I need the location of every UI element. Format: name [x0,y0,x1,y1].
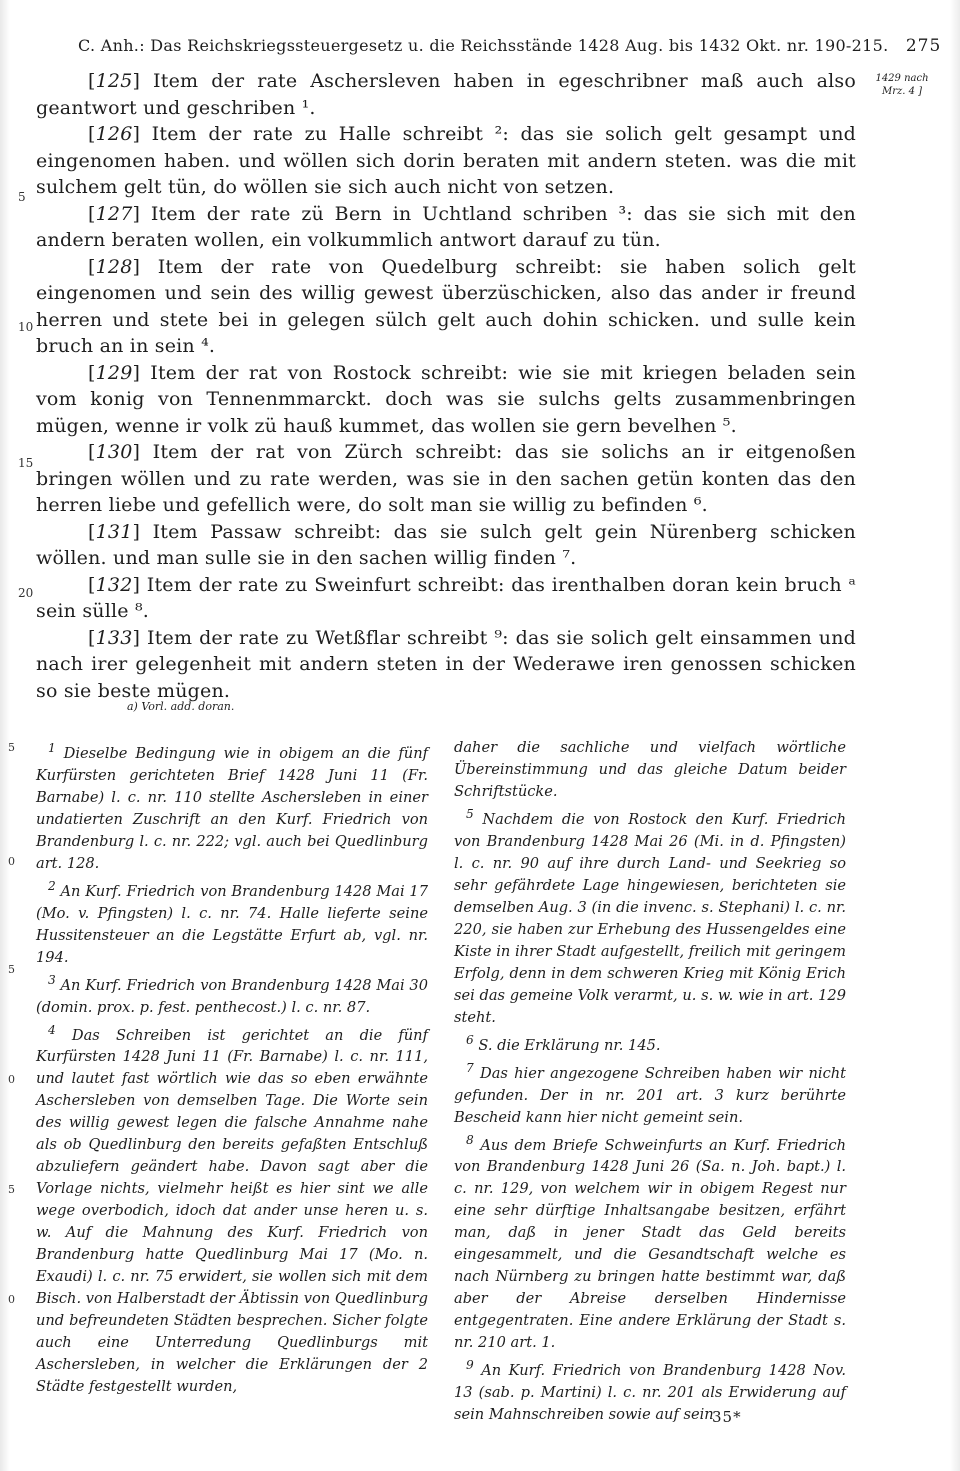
paragraph-132: [132] Item der rate zu Sweinfurt schreibt: das irenthalben doran kein bruch ᵃ sein sülle ⁸. [36,573,856,622]
paragraph-text: Item der rat von Zürch schreibt: das sie solichs an ir eitgenoßen bringen wöllen und zu rate werden, was sie in den sachen getün konten das den herren liebe und gefellich were, do solt man sie willig zu befinden ⁶. [36,441,856,516]
footnote-5 [454,803,846,1029]
paragraph-text: Item Passaw schreibt: das sie sulch gelt gein Nürenberg schicken wöllen. und man sulle sie in den sachen willig finden ⁷. [36,520,856,569]
footnote-text: Nachdem die von Rostock den Kurf. Friedrich von Brandenburg 1428 Mai 26 (Mi. in d. Pfingsten) l. c. nr. 90 auf ihre durch Land- und Seekrieg so sehr gefährdete Lage hingewiesen, berichteten sie demselben Aug. 3 (in die invenc. s. Stephani) l. c. nr. 220, sie haben zur Erhebung des Hussengeldes eine Kiste in ihrer Stadt aufgestellt, freilich mit geringem Erfolg, denn in dem schweren Krieg mit König Erich sei das gemeine Volk verarmt, u. s. w. wie in art. 129 steht. [454,810,846,1026]
paragraph-128: [128] Item der rate von Quedelburg schreibt: sie haben solich gelt eingenomen und sein des willig gewest überzüschicken, also das ander ir freund herren und stete bei in gelegen sülch gelt auch dohin schicken. und sulle kein bruch an in sein ⁴. [36,255,856,357]
paragraph-text: Item der rate zu Sweinfurt schreibt: das irenthalben doran kein bruch ᵃ sein sülle ⁸. [36,573,856,622]
footnote-text: S. die Erklärung nr. 145. [473,1036,661,1054]
footnote-9 [454,1354,846,1426]
footnote-text: Aus dem Briefe Schweinfurts an Kurf. Friedrich von Brandenburg 1428 Juni 26 (Sa. n. Joh. bapt.) l. c. nr. 129, von welchem wir in obigem Regest nur eine sehr dürftige Inhaltsangabe besitzen, erfährt man, daß in jener Stadt das Geld bereits eingesammelt, und die Gesandtschaft welche es nach Nürnberg zu bringen hatte bestimmt war, daß aber der Abreise derselben Hindernisse entgegentraten. Eine andere Erklärung der Stadt s. nr. 210 art. 1. [454,1136,846,1352]
paragraph-129: [129] Item der rat von Rostock schreibt: wie sie mit kriegen beladen sein vom konig von Tennenmmarckt. doch was sie sulchs gelts zusammenbringen mügen, wenne ir volk zü hauß kummet, das wollen sie gern bevelhen ⁵. [36,361,856,437]
footnote-text: An Kurf. Friedrich von Brandenburg 1428 Mai 17 (Mo. v. Pfingsten) l. c. nr. 74. Halle lieferte seine Hussitensteuer an die Legstätte Erfurt ab, vgl. nr. 194. [36,882,428,966]
footnote-8 [454,1129,846,1355]
running-header [78,36,942,56]
paragraph-text: Item der rate zu Halle schreibt ²: das sie solich gelt gesampt und eingenomen haben. und wöllen sich dorin beraten mit andern steten. was die mit sulchem gelt tün, do wöllen sie sich auch nicht von setzen. [36,123,856,198]
signature-mark: 35* [712,1408,742,1426]
paragraph-number: 125 [95,70,133,92]
scan-edge-left [0,0,10,1471]
line-number: 0 [8,1293,15,1306]
paragraph-number: 130 [95,441,133,463]
footnote-text: Dieselbe Bedingung wie in obigem an die fünf Kurfürsten gerichteten Brief 1428 Juni 11 (Fr. Barnabe) l. c. nr. 110 stellte Aschersleben in einer undatierten Zuschrift an den Kurf. Friedrich von Brandenburg l. c. nr. 222; vgl. auch bei Quedlinburg art. 128. [36,744,428,872]
footnote-6 [454,1029,846,1057]
line-number: 20 [18,586,34,600]
paragraph-126: [126] Item der rate zu Halle schreibt ²: das sie solich gelt gesampt und eingenomen haben. und wöllen sich dorin beraten mit andern steten. was die mit sulchem gelt tün, do wöllen sie sich auch nicht von setzen. [36,123,856,198]
footnote-4-continued [454,737,846,803]
footnote-text: An Kurf. Friedrich von Brandenburg 1428 Mai 30 (domin. prox. p. fest. penthecost.) l. c. nr. 87. [36,976,428,1016]
footnote-mark: 5 [466,807,474,821]
main-text [36,68,856,704]
paragraph-number: 126 [95,123,133,145]
footnote-mark: 8 [466,1132,474,1147]
footnote-mark: 3 [48,972,56,987]
footnote-text: daher die sachliche und vielfach wörtliche Übereinstimmung und das gleiche Datum beider Schriftstücke. [454,739,846,800]
footnote-3 [36,969,428,1019]
paragraph-number: 127 [95,202,133,225]
footnote-mark: 7 [466,1060,474,1075]
line-number: 5 [8,1183,15,1196]
paragraph-130: [130] Item der rat von Zürch schreibt: das sie solichs an ir eitgenoßen bringen wöllen und zu rate werden, was sie in den sachen getün konten das den herren liebe und gefellich were, do solt man sie willig zu befinden ⁶. [36,441,856,516]
line-number: 15 [18,456,34,470]
footnote-text: An Kurf. Friedrich von Brandenburg 1428 Nov. 13 (sab. p. Martini) l. c. nr. 201 als Erwiderung auf sein Mahnschreiben sowie auf sein [454,1362,846,1424]
footnote-text: Das hier angezogene Schreiben haben wir nicht gefunden. Der in nr. 201 art. 3 kurz berührte Bescheid kann hier nicht gemeint sein. [454,1064,846,1126]
paragraph-text: Item der rate von Quedelburg schreibt: sie haben solich gelt eingenomen und sein des willig gewest überzüschicken, also das ander ir freund herren und stete bei in gelegen sülch gelt auch dohin schicken. und sulle kein bruch an in sein ⁴. [36,255,856,357]
paragraph-text: Item der rate Aschersleven haben in egeschribner maß auch also geantwort und geschriben ¹. [36,70,856,119]
paragraph-number: 132 [95,573,133,596]
line-number: 5 [8,963,15,976]
footnotes-right-column [454,737,846,1426]
paragraph-127: [127] Item der rate zü Bern in Uchtland schriben ³: das sie sich mit den andern beraten wollen, ein volkummlich antwort darauf zu tün. [36,202,856,251]
paragraph-number: 131 [95,520,133,543]
footnote-2 [36,875,428,969]
margin-date-note: 1429 nach Mrz. 4 ] [875,73,929,97]
footnotes-left-column [36,737,428,1398]
paragraph-number: 129 [95,361,133,384]
variant-note: a) Vorl. add. doran. [127,700,235,713]
footnote-text: Das Schreiben ist gerichtet an die fünf Kurfürsten 1428 Juni 11 (Fr. Barnabe) l. c. nr. 111, und lautet fast wörtlich wie das so eben erwähnte Aschersleben von demselben Tage. Die Worte sein des willig gewest legen die falsche Annahme nahe als ob Quedlinburg den bereits gefaßten Entschluß abzuliefern geändert habe. Davon sagt aber die Vorlage nichts, vielmehr heißt es hier sint we alle wege overbodich, idoch dat ander unse heren u. s. w. Auf die Mahnung des Kurf. Friedrich von Brandenburg hatte Quedlinburg Mai 17 (Mo. n. Exaudi) l. c. nr. 75 erwidert, sie wollen sich mit dem Bisch. von Halberstadt der Äbtissin von Quedlinburg und befreundeten Städten besprechen. Sicher folgte auch eine Unterredung Quedlinburgs mit Aschersleben, in welcher die Erklärungen der 2 Städte festgestellt wurden, [36,1026,428,1396]
line-number: 0 [8,855,15,868]
paragraph-number: 133 [95,626,133,649]
line-number: 0 [8,1073,15,1086]
footnote-mark: 2 [48,878,56,893]
footnote-1 [36,737,428,875]
line-number: 5 [8,741,15,754]
paragraph-text: Item der rate zü Bern in Uchtland schriben ³: das sie sich mit den andern beraten wollen, ein volkummlich antwort darauf zu tün. [36,202,856,251]
footnote-7 [454,1057,846,1129]
footnote-mark: 4 [48,1022,56,1037]
paragraph-number: 128 [95,255,133,278]
paragraph-125: [125] Item der rate Aschersleven haben in egeschribner maß auch also geantwort und geschriben ¹. [36,70,856,119]
footnote-4 [36,1019,428,1399]
paragraph-text: Item der rate zu Wetßflar schreibt ⁹: das sie solich gelt einsammen und nach irer gelegenheit mit andern steten in der Wederawe iren genossen schicken so sie beste mügen. [36,626,856,702]
paragraph-131: [131] Item Passaw schreibt: das sie sulch gelt gein Nürenberg schicken wöllen. und man sulle sie in den sachen willig finden ⁷. [36,520,856,569]
footnote-mark: 9 [466,1358,474,1373]
footnote-mark: 6 [466,1032,474,1047]
running-title: C. Anh.: Das Reichskriegssteuergesetz u. die Reichsstände 1428 Aug. bis 1432 Okt. nr. 190-215. [78,36,889,55]
paragraph-133: [133] Item der rate zu Wetßflar schreibt ⁹: das sie solich gelt einsammen und nach irer gelegenheit mit andern steten in der Wederawe iren genossen schicken so sie beste mügen. [36,626,856,702]
page-number: 275 [905,36,942,56]
line-number: 10 [18,320,34,334]
footnote-mark: 1 [48,741,56,755]
paragraph-text: Item der rat von Rostock schreibt: wie sie mit kriegen beladen sein vom konig von Tennenmmarckt. doch was sie sulchs gelts zusammenbringen mügen, wenne ir volk zü hauß kummet, das wollen sie gern bevelhen ⁵. [36,361,856,437]
line-number: 5 [18,190,26,204]
scan-edge-right [950,0,960,1471]
